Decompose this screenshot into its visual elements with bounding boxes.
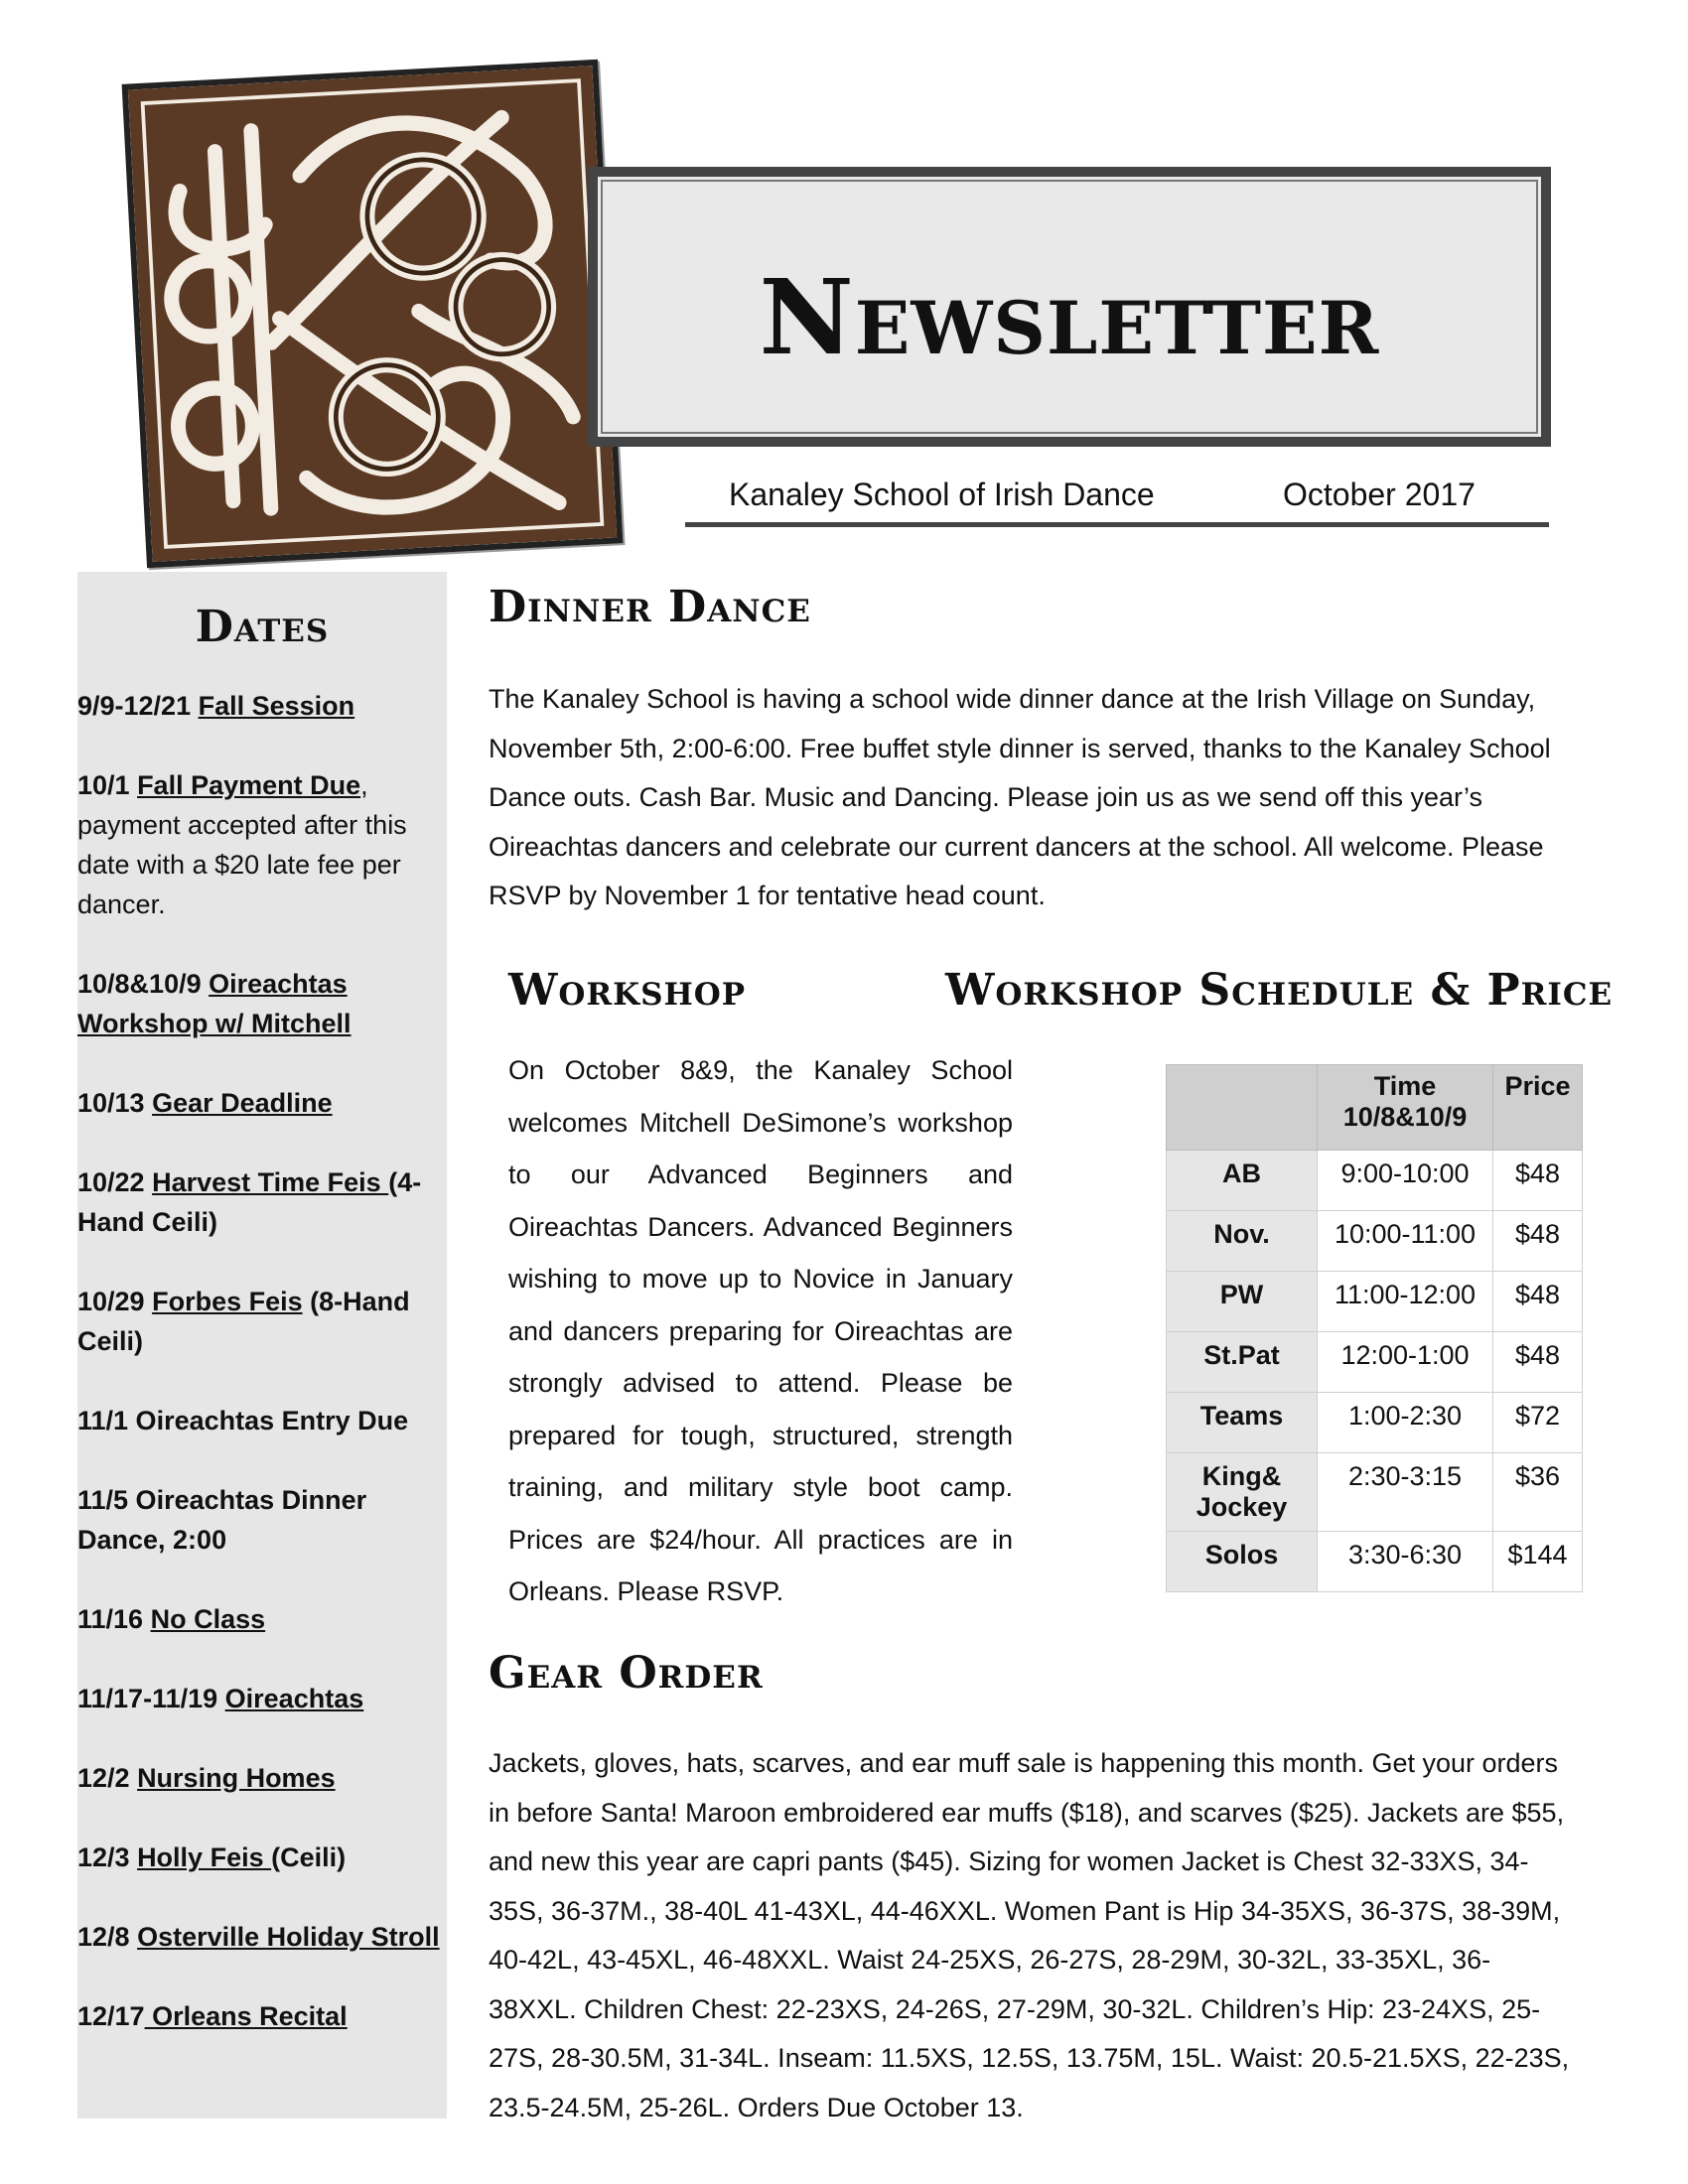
dinner-dance-text: The Kanaley School is having a school wide dinner dance at the Irish Village on Sunday, November 5th, 2:00-6:00. Free buffet style dinner is served, thanks to the Kanaley School Dance outs. Cash Bar. Music and Dancing. Please join us as we send off this year’s Oireachtas dancers and celebrate our current dancers at the school. All welcome. Please RSVP by November 1 for tentative head count.: [489, 684, 1551, 910]
table-row: [1167, 1211, 1583, 1272]
list-item: [77, 1679, 447, 1718]
event-detail: (4-Hand Ceili): [77, 1167, 422, 1237]
price-cell: $48: [1493, 1211, 1583, 1272]
price-cell: $72: [1493, 1393, 1583, 1453]
event-date: 11/1 Oireachtas Entry Due: [77, 1406, 409, 1435]
list-item: [77, 1599, 447, 1639]
workshop-text: On October 8&9, the Kanaley School welcomes Mitchell DeSimone’s workshop to our Advanced Beginners and Oireachtas Dancers. Advanced Beginners wishing to move up to Novice in January and dancers preparing for Oireachtas are strongly advised to attend. Please be prepared for tough, structured, strength training, and military style boot camp. Prices are $24/hour. All practices are in Orleans. Please RSVP.: [508, 1055, 1013, 1606]
event-link[interactable]: Orleans Recital: [144, 2001, 348, 2031]
column-header-time: Time 10/8&10/9: [1318, 1065, 1493, 1151]
list-item: [77, 1917, 447, 1957]
event-date: 10/13: [77, 1088, 153, 1118]
column-header-level: [1167, 1065, 1318, 1151]
masthead-subline: [685, 471, 1549, 527]
workshop-schedule-heading: Workshop Schedule & Price: [945, 965, 1614, 1016]
column-header-price: Price: [1493, 1065, 1583, 1151]
table-row: [1167, 1151, 1583, 1211]
list-item: [77, 1758, 447, 1798]
list-item: [77, 765, 447, 924]
time-cell: 3:30-6:30: [1318, 1532, 1493, 1592]
list-item: [77, 1838, 447, 1877]
table-row: [1167, 1272, 1583, 1332]
dates-sidebar: [77, 572, 447, 2118]
price-cell: $48: [1493, 1332, 1583, 1393]
time-cell: 2:30-3:15: [1318, 1453, 1493, 1532]
event-link[interactable]: Oireachtas: [224, 1684, 364, 1713]
time-cell: 9:00-10:00: [1318, 1151, 1493, 1211]
level-cell: PW: [1167, 1272, 1318, 1332]
list-item: [77, 686, 447, 726]
dates-heading: Dates: [195, 602, 330, 652]
price-cell: $144: [1493, 1532, 1583, 1592]
price-cell: $48: [1493, 1151, 1583, 1211]
price-cell: $36: [1493, 1453, 1583, 1532]
workshop-schedule-table: [1166, 1064, 1583, 1592]
event-link[interactable]: Forbes Feis: [152, 1287, 303, 1316]
page-title: Newsletter: [759, 256, 1380, 378]
gear-order-text: Jackets, gloves, hats, scarves, and ear muff sale is happening this month. Get your orders in before Santa! Maroon embroidered ear muffs ($18), and scarves ($25). Jackets are $55, and new this year are capri pants ($45). Sizing for women Jacket is Chest 32-33XS, 34-35S, 36-37M., 38-40L 41-43XL, 44-46XXL. Women Pant is Hip 34-35XS, 36-37S, 38-39M, 40-42L, 43-45XL, 46-48XXL. Waist 24-25XS, 26-27S, 28-29M, 30-32L, 33-35XL, 36-38XXL. Children Chest: 22-23XS, 24-26S, 27-29M, 30-32L. Children’s Hip: 23-24XS, 25-27S, 28-30.5M, 31-34L. Inseam: 11.5XS, 12.5S, 13.75M, 15L. Waist: 20.5-21.5XS, 22-23S, 23.5-24.5M, 25-26L. Orders Due October 13.: [489, 1748, 1570, 2122]
level-cell: St.Pat: [1167, 1332, 1318, 1393]
table-row: [1167, 1332, 1583, 1393]
celtic-knot-letter-k-icon: [122, 60, 624, 568]
event-date: 10/1: [77, 770, 138, 800]
gear-order-heading: Gear Order: [489, 1648, 764, 1699]
event-date: 12/8: [77, 1922, 138, 1952]
event-detail: , payment accepted after this date with a $20 late fee per dancer.: [77, 770, 407, 919]
event-date: 12/2: [77, 1763, 138, 1793]
issue-date: October 2017: [1283, 477, 1476, 512]
event-date: 11/5 Oireachtas Dinner Dance, 2:00: [77, 1485, 367, 1555]
event-link[interactable]: Harvest Time Feis: [152, 1167, 389, 1197]
workshop-heading: Workshop: [508, 965, 747, 1016]
school-name: Kanaley School of Irish Dance: [729, 477, 1155, 512]
event-date: 10/22: [77, 1167, 153, 1197]
event-detail: (Ceili): [271, 1843, 347, 1872]
list-item: [77, 1996, 447, 2036]
event-date: 11/17-11/19: [77, 1684, 225, 1713]
level-cell: Solos: [1167, 1532, 1318, 1592]
event-date: 10/29: [77, 1287, 153, 1316]
event-link[interactable]: Osterville Holiday Stroll: [137, 1922, 440, 1952]
event-link[interactable]: Holly Feis: [137, 1843, 272, 1872]
event-link[interactable]: Fall Payment Due: [137, 770, 361, 800]
time-cell: 12:00-1:00: [1318, 1332, 1493, 1393]
event-link[interactable]: No Class: [150, 1604, 266, 1634]
list-item: [77, 1162, 447, 1242]
event-date: 10/8&10/9: [77, 969, 210, 999]
dates-list: [77, 686, 447, 2036]
level-cell: Teams: [1167, 1393, 1318, 1453]
list-item: [77, 1480, 447, 1560]
event-link[interactable]: Nursing Homes: [137, 1763, 336, 1793]
level-cell: Nov.: [1167, 1211, 1318, 1272]
time-cell: 10:00-11:00: [1318, 1211, 1493, 1272]
level-cell: AB: [1167, 1151, 1318, 1211]
event-detail: (8-Hand Ceili): [77, 1287, 410, 1356]
event-date: 11/16: [77, 1604, 151, 1634]
table-header-row: [1167, 1065, 1583, 1151]
title-banner: [588, 167, 1551, 447]
time-cell: 11:00-12:00: [1318, 1272, 1493, 1332]
table-row: [1167, 1393, 1583, 1453]
event-date: 12/17: [77, 2001, 145, 2031]
table-row: [1167, 1453, 1583, 1532]
time-cell: 1:00-2:30: [1318, 1393, 1493, 1453]
event-date: 9/9-12/21: [77, 691, 199, 721]
price-cell: $48: [1493, 1272, 1583, 1332]
table-row: [1167, 1532, 1583, 1592]
dinner-dance-heading: Dinner Dance: [489, 582, 811, 632]
level-cell: King& Jockey: [1167, 1453, 1318, 1532]
list-item: [77, 1401, 447, 1440]
event-link[interactable]: Oireachtas Workshop w/ Mitchell: [77, 969, 352, 1038]
event-link[interactable]: Fall Session: [198, 691, 355, 721]
event-link[interactable]: Gear Deadline: [152, 1088, 333, 1118]
list-item: [77, 964, 447, 1043]
list-item: [77, 1282, 447, 1361]
event-date: 12/3: [77, 1843, 138, 1872]
list-item: [77, 1083, 447, 1123]
